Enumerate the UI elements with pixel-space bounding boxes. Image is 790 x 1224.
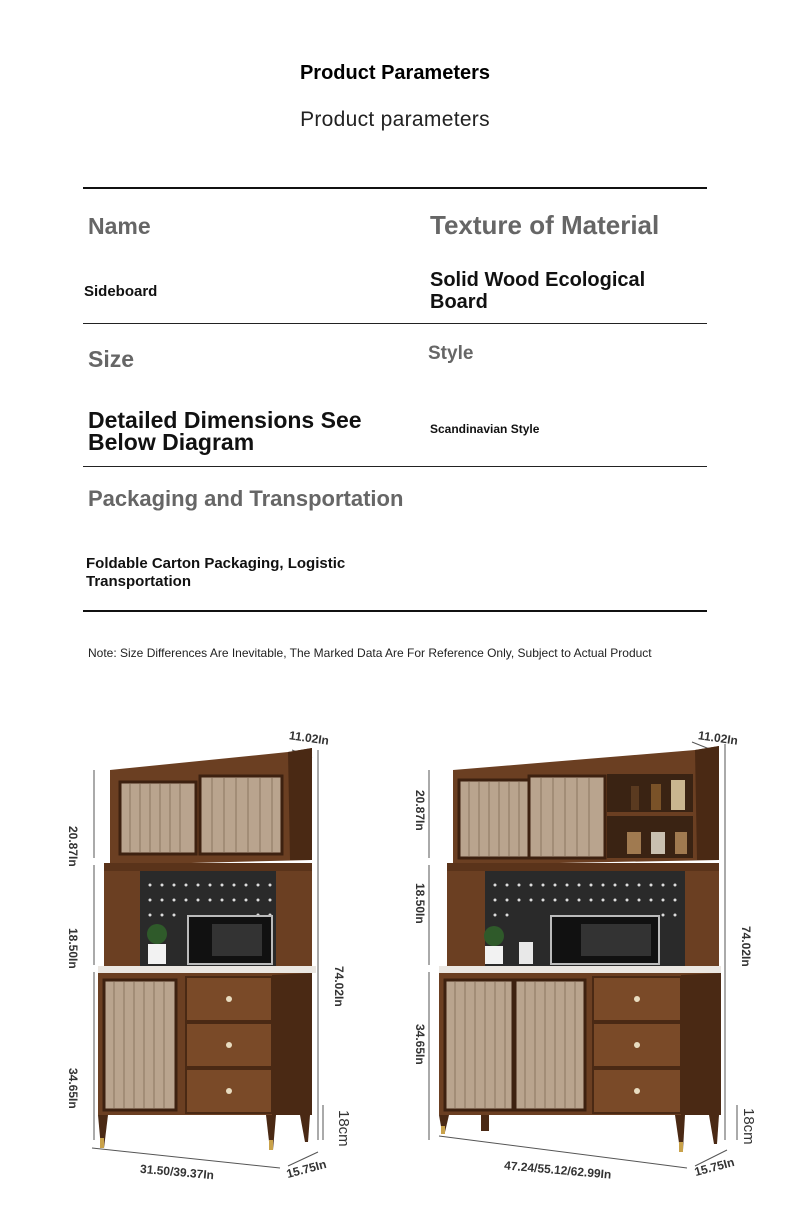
name-label: Name — [88, 213, 151, 239]
table-bottom-rule — [83, 610, 707, 612]
row-divider-1 — [83, 323, 707, 324]
material-label: Texture of Material — [430, 210, 660, 240]
left-total-height-label: 74.02In — [332, 966, 346, 1007]
size-label: Size — [88, 346, 135, 372]
right-base-depth-label: 15.75In — [692, 1154, 736, 1180]
size-note: Note: Size Differences Are Inevitable, The Marked Data Are For Reference Only, Subject to Actual Product — [88, 646, 652, 660]
left-width-label: 31.50/39.37In — [139, 1161, 215, 1183]
packaging-value: Foldable Carton Packaging, Logistic Transportation — [86, 555, 346, 590]
size-value: Detailed Dimensions See Below Diagram — [88, 407, 362, 455]
right-depth-label: 11.02In — [697, 728, 739, 748]
page-subtitle: Product parameters — [300, 108, 490, 131]
right-width-label: 47.24/55.12/62.99In — [503, 1158, 612, 1182]
right-top-height-label: 20.87In — [413, 790, 427, 831]
table-top-rule — [83, 187, 707, 189]
style-value: Scandinavian Style — [430, 422, 540, 436]
right-leg-height-label: 18cm — [740, 1108, 757, 1145]
left-bottom-height-label: 34.65In — [66, 1068, 80, 1109]
right-cabinet-illustration — [395, 720, 790, 1224]
left-depth-label: 11.02In — [288, 728, 330, 748]
left-base-depth-label: 15.75In — [284, 1156, 328, 1182]
style-label: Style — [428, 343, 474, 364]
left-top-height-label: 20.87In — [66, 826, 80, 867]
left-middle-height-label: 18.50In — [66, 928, 80, 969]
packaging-label: Packaging and Transportation — [88, 486, 404, 511]
right-total-height-label: 74.02In — [739, 926, 753, 967]
material-value: Solid Wood Ecological Board — [430, 269, 646, 313]
right-middle-height-label: 18.50In — [413, 883, 427, 924]
name-value: Sideboard — [84, 283, 158, 300]
left-leg-height-label: 18cm — [335, 1110, 352, 1147]
page-title: Product Parameters — [299, 62, 491, 84]
row-divider-2 — [83, 466, 707, 467]
right-bottom-height-label: 34.65In — [413, 1024, 427, 1065]
